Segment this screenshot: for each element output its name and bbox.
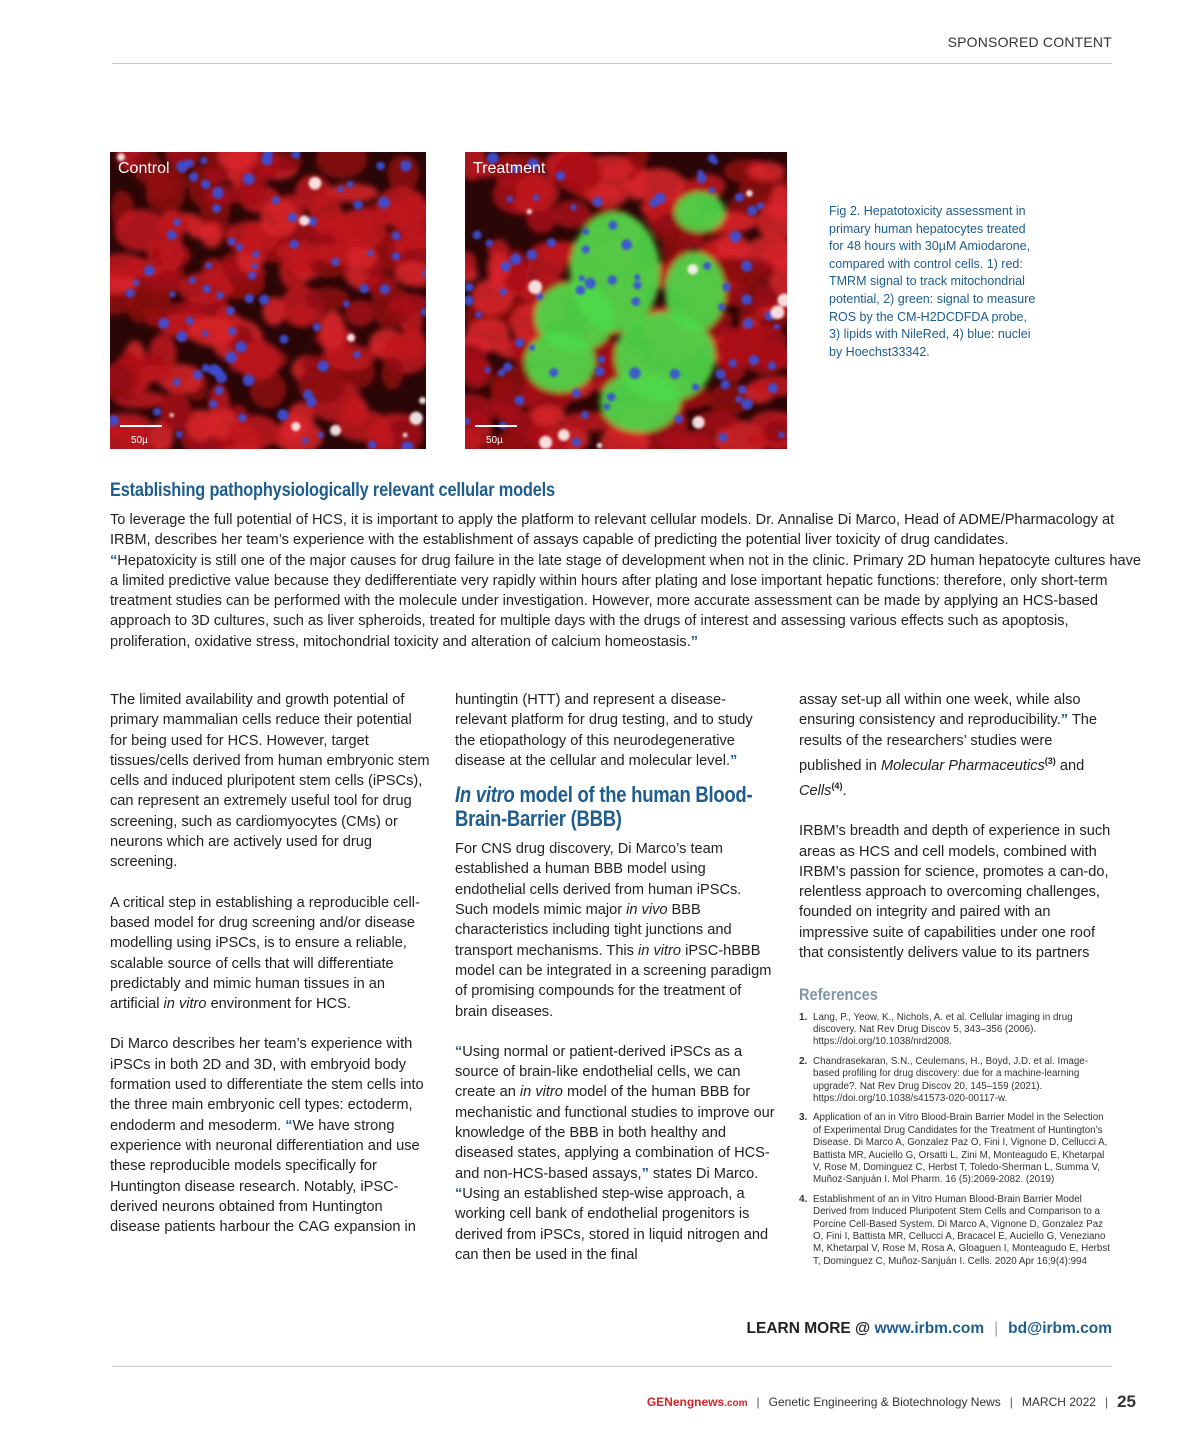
close-quote-mark: ” xyxy=(730,752,738,769)
reference-text: Application of an in Vitro Blood-Brain Barrier Model in the Selection of Experimental Drug Candidates for the Treatment of Huntington’s Disease. Di Marco A, Gonzalez Paz O, Fini I, Vignone D, Cellucci A, Battista MR, Auciello G, Orsatti L, Zini M, Monteagudo E, Khetarpal V, Rose M, Dominguez C, Herbst T, Toledo-Sherman L, Summa V, Muñoz-Sanjuán I. Mol Pharm. 16 (5):2069-2082. (2019) xyxy=(813,1112,1108,1186)
reference-text: Lang, P., Yeow, K., Nichols, A. et al. Cellular imaging in drug discovery. Nat Rev Drug Discov 5, 343–356 (2006). https://doi.org/10.1038/nrd2008. xyxy=(813,1011,1073,1048)
header-rule xyxy=(112,63,1112,64)
col2-p1-text: huntingtin (HTT) and represent a disease-relevant platform for drug testing, and to study the etiopathology of this neurodegenerative disease at the cellular and molecular level. xyxy=(455,692,753,769)
email-link[interactable]: bd@irbm.com xyxy=(1008,1320,1112,1337)
footer-rule xyxy=(112,1366,1112,1367)
reference-number: 3. xyxy=(799,1112,808,1124)
col1-p2-italic: in vitro xyxy=(163,996,207,1013)
footer-separator: | xyxy=(1009,1395,1013,1409)
journal-molecular-pharmaceutics: Molecular Pharmaceutics xyxy=(880,757,1045,774)
website-link[interactable]: www.irbm.com xyxy=(874,1320,985,1337)
intro-text: To leverage the full potential of HCS, it is important to apply the platform to relevant cellular models. Dr. Annalise Di Marco, Head of ADME/Pharmacology at IRBM, describes her team’s experience with the establishment of assays capable of predicting the potential liver toxicity of drug candidates. xyxy=(110,512,1115,549)
reference-number: 4. xyxy=(799,1193,808,1205)
col2-p3-text-c: states Di Marco. xyxy=(648,1165,759,1182)
figure-caption: Fig 2. Hepatotoxicity assessment in primary human hepatocytes treated for 48 hours with 30µM Amiodarone, compared with control cells. 1) red: TMRM signal to track mitochondrial potential, 2) green: signal to measure ROS by the CM-H2DCDFDA probe, 3) lipids with NileRed, 4) blue: nuclei by Hoechst33342. xyxy=(829,204,1036,359)
scale-label: 50µ xyxy=(131,435,148,446)
panel-label: Treatment xyxy=(473,160,546,177)
col1-p2-text-a: A critical step in establishing a reproducible cell-based model for drug screening and/or disease modelling using iPSCs, is to ensure a reliable, scalable source of cells that will differentiate predictably and mimic human tissues in an artificial xyxy=(110,894,420,1013)
col2-p3-italic: in vitro xyxy=(519,1084,563,1101)
open-quote-mark: “ xyxy=(285,1117,293,1134)
journal-cells: Cells xyxy=(799,782,832,799)
scale-label: 50µ xyxy=(486,435,503,446)
reference-text: Chandrasekaran, S.N., Ceulemans, H., Boyd, J.D. et al. Image-based profiling for drug discovery: due for a machine-learning upgrade?. Nat Rev Drug Discov 20, 145–159 (2021). https://doi.org/10.1038/s41573-020-00117-w. xyxy=(813,1055,1088,1105)
col2-paragraph-2 xyxy=(455,839,775,1022)
reference-number: 2. xyxy=(799,1055,808,1067)
open-quote-mark: “ xyxy=(110,552,118,569)
gen-site-logo[interactable] xyxy=(647,1395,748,1409)
scale-bar xyxy=(475,425,517,427)
col1-p3-text-a: Di Marco describes her team’s experience with iPSCs in both 2D and 3D, with embryoid body formation used to differentiate the stem cells into the three main embryonic cell types: ectoderm, endoderm and mesoderm. xyxy=(110,1036,424,1134)
reference-number: 1. xyxy=(799,1011,808,1023)
section-intro xyxy=(110,510,1150,652)
ref-superscript-3: (3) xyxy=(1044,755,1056,766)
reference-item xyxy=(799,1112,1114,1186)
learn-more-prefix: LEARN MORE @ xyxy=(746,1320,875,1337)
sponsored-content-label: SPONSORED CONTENT xyxy=(947,34,1112,50)
open-quote-mark: “ xyxy=(455,1185,463,1202)
figure-panel-treatment xyxy=(465,152,787,449)
close-quote-mark: ” xyxy=(1060,712,1069,729)
bbb-section-heading xyxy=(455,783,774,831)
intro-quote: Hepatoxicity is still one of the major causes for drug failure in the late stage of development when not in the clinic. Primary 2D human hepatocyte cultures have a limited predictive value because they dedifferentiate very rapidly within hours after plating and lose important hepatic functions: therefore, only short-term treatment studies can be performed with the molecule under investigation. However, more accurate assessment can be made by applying an HCS-based approach to 3D cultures, such as liver spheroids, treated for multiple days with the drugs of interest and assessing various effects such as apoptosis, proliferation, oxidative stress, mitochondrial toxicity and alteration of calcium homeostasis. xyxy=(110,552,1142,650)
references-list xyxy=(799,1012,1114,1269)
open-quote-mark: “ xyxy=(455,1043,463,1060)
bbb-heading-italic: In vitro xyxy=(455,782,515,808)
reference-text: Establishment of an in Vitro Human Blood-Brain Barrier Model Derived from Induced Pluripotent Stem Cells and Comparison to a Porcine Cell-Based System. Di Marco A, Vignone D, Gonzalez Paz O, Fini I, Battista MR, Cellucci A, Bracacel E, Auciello G, Veneziano M, Khetarpal V, Rose M, Rosa A, Gloaguen I, Monteagudo E, Herbst T, Dominguez C, Muñoz-Sanjuán I. Cells. 2020 Apr 16;9(4):994 xyxy=(813,1193,1110,1267)
section-title: Establishing pathophysiologically relevant cellular models xyxy=(110,480,555,501)
page-footer xyxy=(647,1392,1136,1412)
scale-bar xyxy=(120,425,162,427)
learn-more-line xyxy=(747,1320,1112,1338)
column-3 xyxy=(799,690,1114,1275)
bbb-heading-rest: model of the human Blood-Brain-Barrier (BBB) xyxy=(455,782,753,832)
col2-p3-text-a: Using normal or patient-derived iPSCs as a source of brain-like endothelial cells, we can create an xyxy=(455,1043,743,1101)
col1-paragraph-3 xyxy=(110,1034,430,1237)
col2-p2-text-c: iPSC-hBBB model can be integrated in a screening paradigm of promising compounds for the treatment of brain diseases. xyxy=(455,942,772,1020)
footer-separator: | xyxy=(756,1395,760,1409)
col1-paragraph-2 xyxy=(110,893,430,1015)
page-number: 25 xyxy=(1117,1392,1136,1411)
panel-label: Control xyxy=(118,160,170,177)
learn-more-separator: | xyxy=(994,1320,999,1337)
ref-superscript-4: (4) xyxy=(831,781,843,792)
col2-p2-text-a: For CNS drug discovery, Di Marco’s team established a human BBB model using endothelial cells derived from human iPSCs. Such models mimic major xyxy=(455,841,742,919)
col2-p2-text-b: BBB characteristics including tight junctions and transport mechanisms. This xyxy=(455,902,732,959)
col2-p2-italic-1: in vivo xyxy=(626,902,668,919)
gen-site-tld: .com xyxy=(724,1398,748,1409)
close-quote-mark: ” xyxy=(641,1165,649,1182)
col2-paragraph-1 xyxy=(455,690,775,771)
col3-p1-text-b: The results of the researchers’ studies were published in xyxy=(799,712,1097,774)
col2-p3-text-b: model of the human BBB for mechanistic and functional studies to improve our knowledge of the BBB in both healthy and diseased states, applying a combination of HCS- and non-HCS-based assays, xyxy=(455,1084,775,1182)
footer-separator: | xyxy=(1104,1395,1109,1409)
col2-p3-text-d: Using an established step-wise approach, a working cell bank of endothelial progenitors is derived from iPSCs, stored in liquid nitrogen and can then be used in the final xyxy=(455,1185,769,1263)
reference-item xyxy=(799,1012,1114,1049)
publication-name: Genetic Engineering & Biotechnology News xyxy=(768,1395,1001,1409)
reference-item xyxy=(799,1194,1114,1268)
col1-p2-text-b: environment for HCS. xyxy=(206,996,351,1013)
col1-paragraph-1: The limited availability and growth potential of primary mammalian cells reduce their potential for being used for HCS. However, target tissues/cells derived from human embryonic stem cells and induced pluripotent stem cells (iPSCs), can represent an extremely useful tool for drug screening, such as cardiomyocytes (CMs) or neurons which are actively used for drug screening. xyxy=(110,692,430,871)
col3-p1-text-a: assay set-up all within one week, while also ensuring consistency and reproducibility. xyxy=(799,692,1081,729)
column-1 xyxy=(110,690,430,1257)
issue-date: MARCH 2022 xyxy=(1021,1395,1096,1409)
gen-site-name: GENengnews xyxy=(646,1395,725,1409)
col2-p2-italic-2: in vitro xyxy=(638,942,682,959)
references-title: References xyxy=(799,985,878,1005)
col2-paragraph-3 xyxy=(455,1042,775,1265)
column-2 xyxy=(455,690,775,1285)
col3-p1-text-d: . xyxy=(842,782,847,799)
col3-paragraph-1 xyxy=(799,690,1114,801)
figure-panel-control xyxy=(110,152,426,449)
reference-item xyxy=(799,1056,1114,1106)
col1-p3-text-b: We have strong experience with neuronal differentiation and use these reproducible models specifically for Huntington disease research. Notably, iPSC-derived neurons obtained from Huntington disease patients harbour the CAG expansion in xyxy=(110,1117,420,1236)
col3-paragraph-2: IRBM’s breadth and depth of experience in such areas as HCS and cell models, combined with IRBM’s passion for science, promotes a can-do, relentless approach to overcoming challenges, founded on integrity and paired with an impressive suite of capabilities under one roof that consistently delivers value to its partners xyxy=(799,823,1111,961)
col3-p1-text-c: and xyxy=(1055,757,1085,774)
close-quote-mark: ” xyxy=(690,633,699,650)
